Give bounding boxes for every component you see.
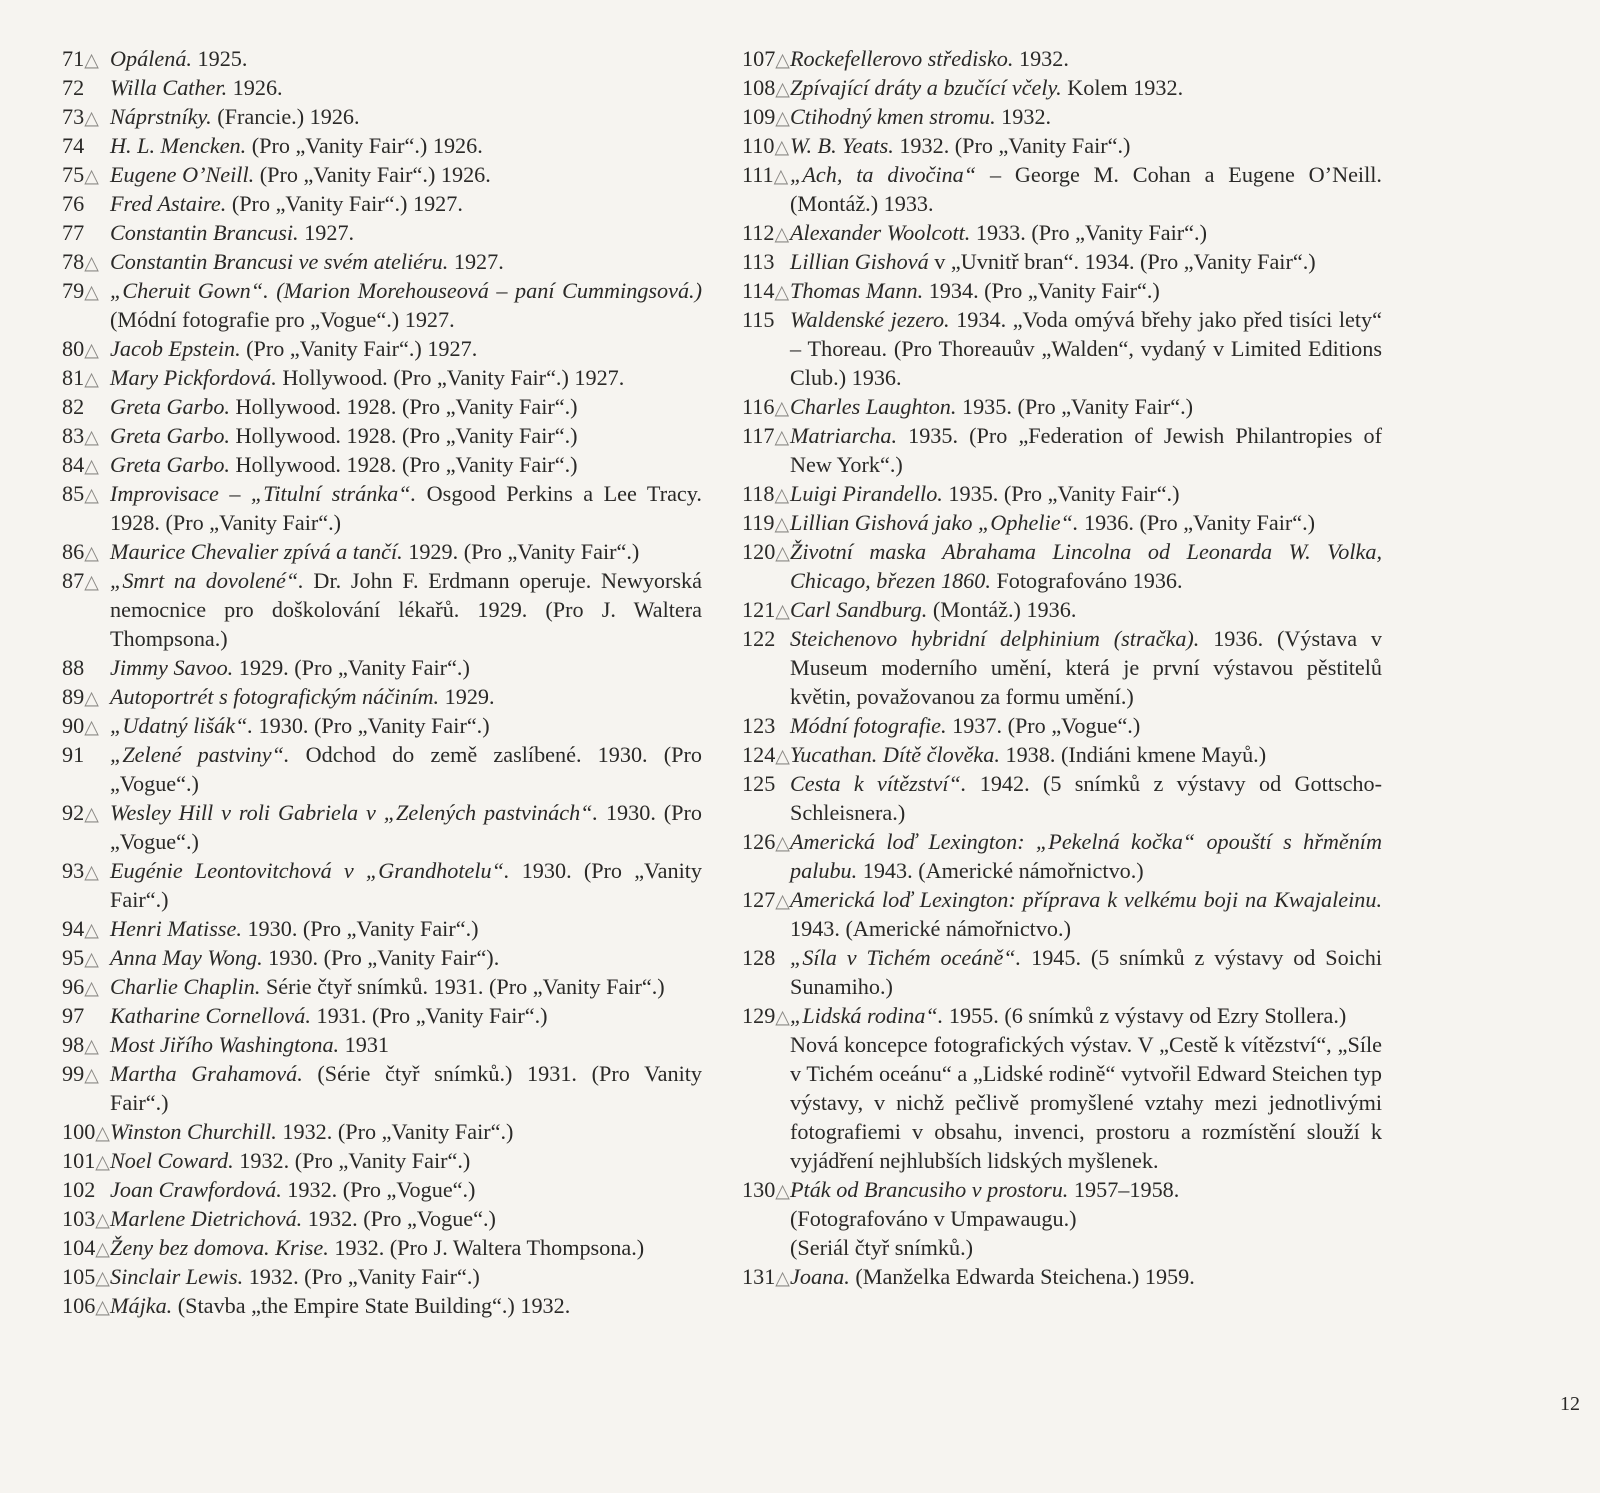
triangle-marker-icon: △: [775, 79, 790, 100]
entry-title: Opálená.: [110, 46, 192, 71]
entry-details: 1932.: [1013, 46, 1069, 71]
entry-number: 102: [62, 1177, 96, 1202]
catalog-entry: [62, 943, 702, 972]
triangle-marker-icon: △: [775, 746, 790, 767]
entry-title: Henri Matisse.: [110, 916, 242, 941]
catalog-entry: [62, 1262, 702, 1291]
catalog-entry: [62, 160, 702, 189]
entry-title: Ctihodný kmen stromu.: [790, 104, 996, 129]
catalog-entry: [742, 885, 1382, 943]
entry-title: Martha Grahamová.: [110, 1061, 303, 1086]
entry-title: Charles Laughton.: [790, 394, 957, 419]
catalog-entry: [742, 537, 1382, 595]
entry-details: 1932. (Pro „Vanity Fair“.): [243, 1264, 480, 1289]
entry-title: „Cheruit Gown“. (Marion Morehouseová – paní Cummingsová.): [110, 278, 702, 303]
catalog-entry: [62, 537, 702, 566]
entry-details: Hollywood. 1928. (Pro „Vanity Fair“.): [229, 423, 578, 448]
page-number: 12: [1560, 1393, 1580, 1415]
entry-details: 1931. (Pro „Vanity Fair“.): [310, 1003, 548, 1028]
right-column: [742, 44, 1382, 1291]
entry-details: Odchod do země zaslíbené. 1930. (Pro „Vogue“.): [110, 742, 702, 796]
catalog-entry: [62, 450, 702, 479]
triangle-marker-icon: △: [95, 1210, 110, 1231]
entry-details: 1935. (Pro „Vanity Fair“.): [956, 394, 1194, 419]
catalog-entry: [742, 624, 1382, 711]
entry-details: 1932. (Pro „Vanity Fair“.): [233, 1148, 471, 1173]
entry-title: Lillian Gishová: [790, 249, 929, 274]
entry-title: Náprstníky.: [110, 104, 212, 129]
entry-title: Eugénie Leontovitchová v „Grandhotelu“.: [110, 858, 510, 883]
entry-number: 127△: [742, 887, 790, 912]
entry-details: – George M. Cohan a Eugene O’Neill. (Montáž.) 1933.: [790, 162, 1382, 216]
triangle-marker-icon: △: [95, 1297, 110, 1318]
triangle-marker-icon: △: [774, 427, 790, 448]
entry-title: Luigi Pirandello.: [790, 481, 943, 506]
triangle-marker-icon: △: [84, 340, 99, 361]
catalog-entry: [742, 595, 1382, 624]
catalog-entry: [62, 1117, 702, 1146]
entry-number: 123: [742, 713, 776, 738]
entry-title: Jimmy Savoo.: [110, 655, 234, 680]
entry-number: 120△: [742, 539, 790, 564]
triangle-marker-icon: △: [775, 543, 790, 564]
entry-title: Constantin Brancusi.: [110, 220, 299, 245]
entry-details: (Série čtyř snímků.) 1931. (Pro Vanity Fair“.): [110, 1061, 702, 1115]
entry-number: 105△: [62, 1264, 110, 1289]
entry-details: 1931: [339, 1032, 390, 1057]
entry-number: 113: [742, 249, 775, 274]
triangle-marker-icon: △: [84, 804, 99, 825]
entry-number: 95△: [62, 945, 99, 970]
entry-details: 1932. (Pro „Vanity Fair“.): [893, 133, 1131, 158]
entry-number: 124△: [742, 742, 790, 767]
entry-title: Greta Garbo.: [110, 423, 230, 448]
entry-number: 88: [62, 655, 85, 680]
entry-number: 122: [742, 626, 776, 651]
catalog-entry: [742, 421, 1382, 479]
entry-number: 117△: [742, 423, 790, 448]
entry-number: 121△: [742, 597, 790, 622]
entry-details: (Pro „Vanity Fair“.) 1926.: [254, 162, 491, 187]
entry-details: Dr. John F. Erdmann operuje. Newyorská nemocnice pro doškolování lékařů. 1929. (Pro J. Waltera Thompsona.): [110, 568, 702, 651]
entry-number: 118△: [742, 481, 790, 506]
entry-details: (Pro „Vanity Fair“.) 1927.: [226, 191, 463, 216]
triangle-marker-icon: △: [84, 543, 99, 564]
entry-title: „Lidská rodina“.: [790, 1003, 944, 1028]
entry-title: Cesta k vítězství“.: [790, 771, 967, 796]
entry-title: Willa Cather.: [110, 75, 228, 100]
entry-title: Thomas Mann.: [790, 278, 924, 303]
catalog-entry: [742, 73, 1382, 102]
catalog-entry: [62, 1059, 702, 1117]
catalog-entry: [62, 1204, 702, 1233]
entry-number: 77: [62, 220, 85, 245]
entry-details: 1936. (Výstava v Museum moderního umění, která je první výstavou pěstitelů květin, považovanou za formu umění.): [790, 626, 1382, 709]
entry-details: 1927.: [298, 220, 355, 245]
triangle-marker-icon: △: [773, 166, 789, 187]
triangle-marker-icon: △: [775, 891, 790, 912]
catalog-entry: [62, 392, 702, 421]
entry-number: 104△: [62, 1235, 110, 1260]
catalog-entry: [742, 1001, 1382, 1030]
catalog-entry: [62, 102, 702, 131]
catalog-entry: [62, 131, 702, 160]
entry-details: 1926.: [227, 75, 283, 100]
entry-title: Greta Garbo.: [110, 394, 230, 419]
entry-number: 81△: [62, 365, 99, 390]
entry-number: 97: [62, 1003, 85, 1028]
entry-number: 75△: [62, 162, 99, 187]
entry-title: Lillian Gishová jako „Ophelie“.: [790, 510, 1079, 535]
entry-title: Winston Churchill.: [110, 1119, 277, 1144]
catalog-entry: [742, 827, 1382, 885]
entry-title: Matriarcha.: [790, 423, 898, 448]
entry-title: Fred Astaire.: [110, 191, 227, 216]
triangle-marker-icon: △: [774, 398, 790, 419]
entry-title: Sinclair Lewis.: [110, 1264, 244, 1289]
entry-number: 110△: [742, 133, 790, 158]
entry-details: Osgood Perkins a Lee Tracy. 1928. (Pro „Vanity Fair“.): [110, 481, 702, 535]
catalog-entry: [742, 479, 1382, 508]
triangle-marker-icon: △: [774, 514, 790, 535]
catalog-entry: [62, 479, 702, 537]
triangle-marker-icon: △: [774, 224, 790, 245]
entry-details: Hollywood. (Pro „Vanity Fair“.) 1927.: [276, 365, 625, 390]
entry-title: „Zelené pastviny“.: [110, 742, 290, 767]
entry-details: Kolem 1932.: [1061, 75, 1184, 100]
catalog-entry: [62, 711, 702, 740]
entry-details: (Módní fotografie pro „Vogue“.) 1927.: [110, 307, 455, 332]
entry-number: 76: [62, 191, 85, 216]
entry-title: Yucathan. Dítě člověka.: [790, 742, 1000, 767]
entry-number: 89△: [62, 684, 99, 709]
entry-details: (Francie.) 1926.: [211, 104, 360, 129]
entry-number: 100△: [62, 1119, 110, 1144]
entry-details: 1932. (Pro „Vogue“.): [281, 1177, 476, 1202]
catalog-entry: [742, 392, 1382, 421]
entry-details: 1935. (Pro „Federation of Jewish Philantropies of New York“.): [790, 423, 1382, 477]
catalog-entry: [62, 334, 702, 363]
catalog-entry: [742, 131, 1382, 160]
entry-title: Pták od Brancusiho v prostoru.: [790, 1177, 1069, 1202]
entry-details: 1927.: [448, 249, 504, 274]
entry-number: 119△: [742, 510, 790, 535]
catalog-entry: [742, 276, 1382, 305]
catalog-entry: [742, 247, 1382, 276]
entry-number: 131△: [742, 1264, 790, 1289]
entry-title: Maurice Chevalier zpívá a tančí.: [110, 539, 403, 564]
entry-title: Módní fotografie.: [790, 713, 947, 738]
entry-title: Ženy bez domova. Krise.: [110, 1235, 329, 1260]
entry-number: 112△: [742, 220, 790, 245]
entry-number: 125: [742, 771, 776, 796]
triangle-marker-icon: △: [95, 1152, 110, 1173]
catalog-entry: [742, 711, 1382, 740]
catalog-entry: [62, 218, 702, 247]
catalog-entry: [62, 653, 702, 682]
catalog-entry: [62, 1233, 702, 1262]
entry-details: 1932.: [995, 104, 1052, 129]
entry-details: 1929.: [439, 684, 495, 709]
entry-details: 1933. (Pro „Vanity Fair“.): [970, 220, 1207, 245]
entry-number: 80△: [62, 336, 99, 361]
triangle-marker-icon: △: [84, 688, 99, 709]
triangle-marker-icon: △: [84, 949, 99, 970]
triangle-marker-icon: △: [775, 1268, 790, 1289]
triangle-marker-icon: △: [775, 1007, 790, 1028]
triangle-marker-icon: △: [775, 108, 790, 129]
catalog-entry: [62, 44, 702, 73]
triangle-marker-icon: △: [84, 920, 99, 941]
triangle-marker-icon: △: [95, 1123, 110, 1144]
catalog-entry: [62, 421, 702, 450]
entry-details: 1932. (Pro „Vanity Fair“.): [276, 1119, 514, 1144]
entry-title: H. L. Mencken.: [110, 133, 247, 158]
entry-number: 107△: [742, 46, 790, 71]
entry-title: Životní maska Abrahama Lincolna od Leonarda W. Volka, Chicago, březen 1860.: [790, 539, 1382, 593]
entry-details: 1930. (Pro „Vanity Fair“).: [262, 945, 500, 970]
catalog-entry: [62, 247, 702, 276]
catalog-entry: [742, 44, 1382, 73]
triangle-marker-icon: △: [775, 833, 790, 854]
entry-number: 126△: [742, 829, 790, 854]
triangle-marker-icon: △: [84, 978, 99, 999]
triangle-marker-icon: △: [84, 862, 99, 883]
catalog-entry: [62, 276, 702, 334]
catalog-entry: [742, 769, 1382, 827]
entry-number: 128: [742, 945, 776, 970]
entry-details: (Pro „Vanity Fair“.) 1926.: [246, 133, 483, 158]
entry-details: 1943. (Americké námořnictvo.): [790, 916, 1071, 941]
entry-details: 1935. (Pro „Vanity Fair“.): [942, 481, 1180, 506]
entry-details: 1957–1958.: [1068, 1177, 1180, 1202]
left-column: [62, 44, 702, 1320]
triangle-marker-icon: △: [774, 137, 790, 158]
entry-title: Improvisace – „Titulní stránka“.: [110, 481, 417, 506]
entry-title: Autoportrét s fotografickým náčiním.: [110, 684, 440, 709]
entry-details: (Montáž.) 1936.: [927, 597, 1077, 622]
entry-title: Katharine Cornellová.: [110, 1003, 311, 1028]
catalog-entry: [62, 1001, 702, 1030]
entry-title: W. B. Yeats.: [790, 133, 894, 158]
entry-number: 86△: [62, 539, 99, 564]
entry-details: 1942. (5 snímků z výstavy od Gottscho-Schleisnera.): [790, 771, 1382, 825]
triangle-marker-icon: △: [84, 108, 99, 129]
triangle-marker-icon: △: [95, 1268, 110, 1289]
entry-details: 1929. (Pro „Vanity Fair“.): [233, 655, 470, 680]
entry-title: Marlene Dietrichová.: [110, 1206, 303, 1231]
triangle-marker-icon: △: [84, 427, 99, 448]
entry-number: 85△: [62, 481, 99, 506]
catalog-entry: [62, 73, 702, 102]
entry-details: v „Uvnitř bran“. 1934. (Pro „Vanity Fair“.): [928, 249, 1316, 274]
entry-number: 130△: [742, 1177, 790, 1202]
catalog-entry: [62, 740, 702, 798]
entry-title: Most Jiřího Washingtona.: [110, 1032, 340, 1057]
entry-details: 1934. „Voda omývá břehy jako před tisíci lety“ – Thoreau. (Pro Thoreauův „Walden“, vydaný v Limited Editions Club.) 1936.: [790, 307, 1383, 390]
entry-title: Waldenské jezero.: [790, 307, 950, 332]
entry-details: (Manželka Edwarda Steichena.) 1959.: [849, 1264, 1195, 1289]
entry-number: 94△: [62, 916, 99, 941]
entry-number: 92△: [62, 800, 99, 825]
entry-details: 1936. (Pro „Vanity Fair“.): [1078, 510, 1316, 535]
entry-title: Eugene O’Neill.: [110, 162, 255, 187]
entry-title: Májka.: [110, 1293, 173, 1318]
entry-number: 79△: [62, 278, 99, 303]
entry-number: 78△: [62, 249, 99, 274]
entry-details: 1932. (Pro „Vogue“.): [302, 1206, 496, 1231]
catalog-entry: [62, 566, 702, 653]
entry-details: 1934. (Pro „Vanity Fair“.): [923, 278, 1160, 303]
triangle-marker-icon: △: [84, 717, 99, 738]
entry-number: 71△: [62, 46, 99, 71]
entry-title: Greta Garbo.: [110, 452, 230, 477]
entry-number: 98△: [62, 1032, 99, 1057]
entry-details: Hollywood. 1928. (Pro „Vanity Fair“.): [229, 452, 578, 477]
entry-details: (Pro „Vanity Fair“.) 1927.: [240, 336, 478, 361]
entry-title: Constantin Brancusi ve svém ateliéru.: [110, 249, 449, 274]
entry-number: 84△: [62, 452, 99, 477]
entry-title: Joan Crawfordová.: [110, 1177, 282, 1202]
catalog-entry: [742, 160, 1382, 218]
entry-number: 108△: [742, 75, 790, 100]
catalog-entry: [742, 218, 1382, 247]
triangle-marker-icon: △: [84, 485, 99, 506]
catalog-entry: [742, 1175, 1382, 1262]
catalog-entry: [742, 1262, 1382, 1291]
catalog-entry: [62, 682, 702, 711]
entry-details: 1943. (Americké námořnictvo.): [857, 858, 1144, 883]
entry-number: 115: [742, 307, 775, 332]
entry-title: „Smrt na dovolené“.: [110, 568, 304, 593]
catalog-entry: [62, 798, 702, 856]
entry-title: Anna May Wong.: [110, 945, 263, 970]
entry-number: 114△: [742, 278, 790, 303]
entry-details: 1932. (Pro J. Waltera Thompsona.): [328, 1235, 645, 1260]
entry-title: Rockefellerovo středisko.: [790, 46, 1014, 71]
entry-details: 1930. (Pro „Vanity Fair“.): [253, 713, 490, 738]
entry-number: 91: [62, 742, 85, 767]
entry-details: 1930. (Pro „Vogue“.): [110, 800, 702, 854]
triangle-marker-icon: △: [84, 253, 99, 274]
entry-title: Noel Coward.: [110, 1148, 234, 1173]
entry-number: 72: [62, 75, 85, 100]
triangle-marker-icon: △: [84, 282, 99, 303]
catalog-entry: [62, 189, 702, 218]
catalog-entry: [62, 914, 702, 943]
entry-details: 1930. (Pro „Vanity Fair“.): [241, 916, 479, 941]
entry-number: 82: [62, 394, 85, 419]
entry-title: „Ach, ta divočina“: [790, 162, 977, 187]
entry-details: 1929. (Pro „Vanity Fair“.): [402, 539, 640, 564]
triangle-marker-icon: △: [84, 1065, 99, 1086]
triangle-marker-icon: △: [775, 601, 790, 622]
catalog-entry: [742, 305, 1382, 392]
entry-title: Americká loď Lexington: příprava k velkému boji na Kwajaleinu.: [790, 887, 1382, 912]
entry-details: 1925.: [191, 46, 248, 71]
triangle-marker-icon: △: [774, 282, 790, 303]
catalog-entry: [62, 1175, 702, 1204]
entry-note: (Seriál čtyř snímků.): [790, 1235, 974, 1260]
triangle-marker-icon: △: [84, 1036, 99, 1057]
entry-title: Carl Sandburg.: [790, 597, 928, 622]
catalog-entry: [742, 102, 1382, 131]
entry-number: 73△: [62, 104, 99, 129]
triangle-marker-icon: △: [84, 456, 99, 477]
catalog-entry: [742, 740, 1382, 769]
entry-title: „Síla v Tichém oceáně“.: [790, 945, 1022, 970]
catalog-entry: [62, 1146, 702, 1175]
triangle-marker-icon: △: [84, 50, 99, 71]
catalog-entry: [62, 856, 702, 914]
triangle-marker-icon: △: [84, 572, 99, 593]
entry-number: 101△: [62, 1148, 110, 1173]
entry-title: Charlie Chaplin.: [110, 974, 261, 999]
entry-number: 90△: [62, 713, 99, 738]
entry-number: 87△: [62, 568, 99, 593]
entry-details: 1930. (Pro „Vanity Fair“.): [110, 858, 702, 912]
entry-details: Série čtyř snímků. 1931. (Pro „Vanity Fair“.): [260, 974, 665, 999]
triangle-marker-icon: △: [775, 50, 790, 71]
entry-details: 1945. (5 snímků z výstavy od Soichi Sunamiho.): [790, 945, 1382, 999]
triangle-marker-icon: △: [84, 166, 99, 187]
catalog-entry: [742, 508, 1382, 537]
triangle-marker-icon: △: [95, 1239, 110, 1260]
triangle-marker-icon: △: [774, 485, 790, 506]
entry-number: 74: [62, 133, 85, 158]
triangle-marker-icon: △: [84, 369, 99, 390]
entry-details: 1938. (Indiáni kmene Mayů.): [999, 742, 1267, 767]
entry-title: Americká loď Lexington: „Pekelná kočka“ opouští s hřměním palubu.: [790, 829, 1382, 883]
entry-number: 99△: [62, 1061, 99, 1086]
entry-number: 116△: [742, 394, 790, 419]
entry-title: Jacob Epstein.: [110, 336, 241, 361]
entry-details: (Stavba „the Empire State Building“.) 1932.: [172, 1293, 571, 1318]
catalog-entry: [742, 943, 1382, 1001]
entry-details: Fotografováno 1936.: [990, 568, 1183, 593]
entry-title: Joana.: [790, 1264, 850, 1289]
catalog-entry: [62, 972, 702, 1001]
entry-details: 1955. (6 snímků z výstavy od Ezry Stollera.): [943, 1003, 1347, 1028]
entry-details: 1937. (Pro „Vogue“.): [946, 713, 1141, 738]
entry-number: 106△: [62, 1293, 110, 1318]
entry-number: 103△: [62, 1206, 110, 1231]
exhibition-paragraph: Nová koncepce fotografických výstav. V „Cestě k vítězství“, „Síle v Tichém oceánu“ a „Lidské rodině“ vytvořil Edward Steichen typ výstavy, v nichž pečlivě promyšlené vztahy mezi jednotlivými fotografiemi v obsahu, invenci, prostoru a rozmístění slouží k vyjádření nejhlubších lidských myšlenek.: [790, 1032, 1382, 1173]
entry-title: Mary Pickfordová.: [110, 365, 277, 390]
entry-number: 96△: [62, 974, 99, 999]
entry-title: Zpívající dráty a bzučící včely.: [790, 75, 1062, 100]
triangle-marker-icon: △: [775, 1181, 790, 1202]
entry-details: Hollywood. 1928. (Pro „Vanity Fair“.): [229, 394, 578, 419]
entry-title: Alexander Woolcott.: [790, 220, 971, 245]
entry-number: 111△: [742, 162, 789, 187]
catalog-entry: [62, 363, 702, 392]
entry-note: (Fotografováno v Umpawaugu.): [790, 1206, 1077, 1231]
entry-title: Steichenovo hybridní delphinium (stračka).: [790, 626, 1200, 651]
catalog-entry: [62, 1291, 702, 1320]
entry-number: 83△: [62, 423, 99, 448]
entry-number: 109△: [742, 104, 790, 129]
entry-title: „Udatný lišák“.: [110, 713, 253, 738]
entry-number: 129△: [742, 1003, 790, 1028]
entry-title: Wesley Hill v roli Gabriela v „Zelených pastvinách“.: [110, 800, 599, 825]
entry-number: 93△: [62, 858, 99, 883]
catalog-entry: [62, 1030, 702, 1059]
